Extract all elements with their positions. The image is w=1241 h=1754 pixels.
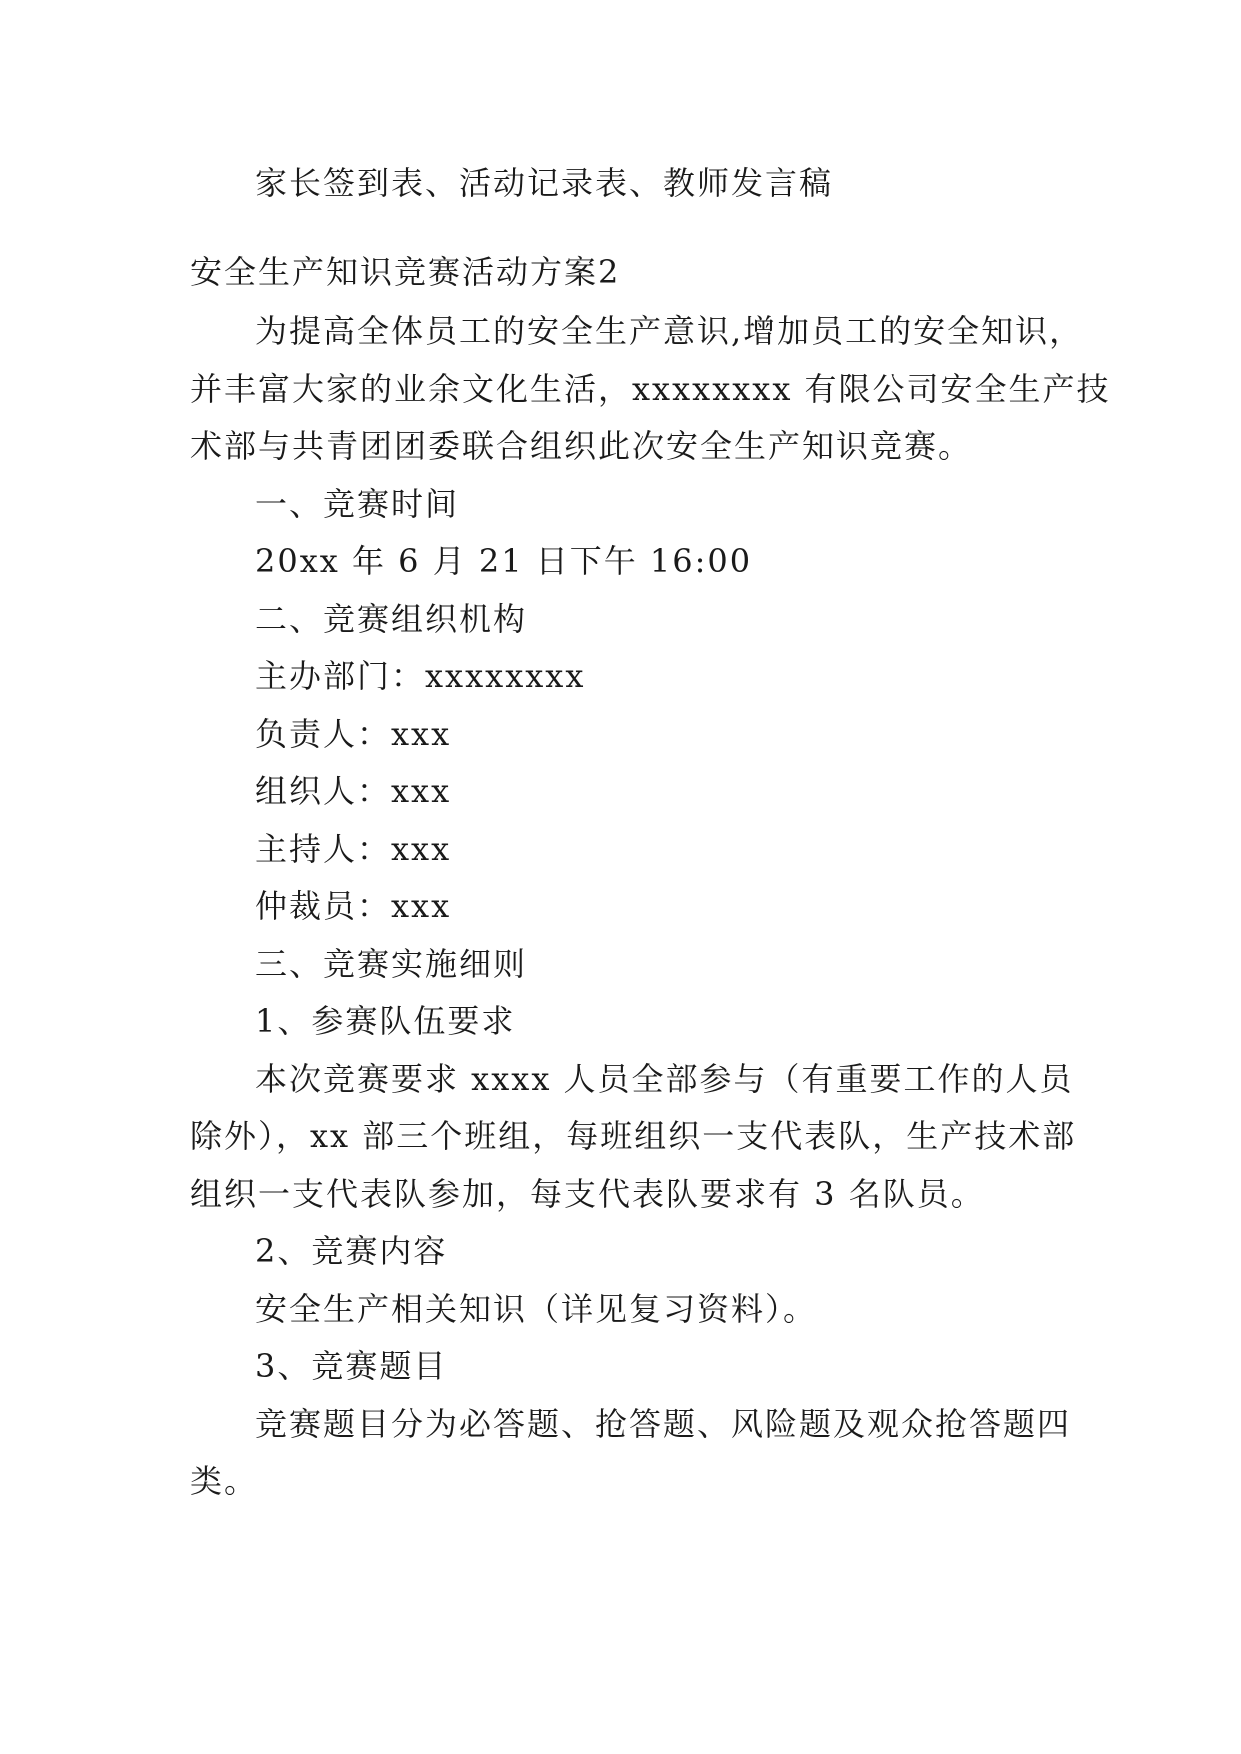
person-in-charge: 负责人：xxx	[255, 715, 452, 753]
competition-time-value: 20xx 年 6 月 21 日下午 16:00	[255, 542, 753, 580]
organizer-department: 主办部门：xxxxxxxx	[255, 657, 586, 695]
intro-paragraph-line-1: 为提高全体员工的安全生产意识,增加员工的安全知识，	[255, 312, 1084, 350]
arbitrator-person: 仲裁员：xxx	[255, 887, 452, 925]
team-paragraph-line-3: 组织一支代表队参加，每支代表队要求有 3 名队员。	[190, 1175, 985, 1213]
subheading-questions: 3、竞赛题目	[255, 1347, 448, 1385]
questions-paragraph-line-1: 竞赛题目分为必答题、抢答题、风险题及观众抢答题四	[255, 1405, 1072, 1443]
intro-paragraph-line-2: 并丰富大家的业余文化生活，xxxxxxxx 有限公司安全生产技	[190, 370, 1111, 408]
questions-paragraph-line-2: 类。	[190, 1462, 259, 1500]
team-paragraph-line-2: 除外），xx 部三个班组，每班组织一支代表队，生产技术部	[190, 1117, 1077, 1155]
team-paragraph-line-1: 本次竞赛要求 xxxx 人员全部参与（有重要工作的人员	[255, 1060, 1074, 1098]
subheading-content: 2、竞赛内容	[255, 1232, 448, 1270]
host-person: 主持人：xxx	[255, 830, 452, 868]
heading-implementation-rules: 三、竞赛实施细则	[255, 945, 528, 983]
content-paragraph: 安全生产相关知识（详见复习资料）。	[255, 1290, 818, 1328]
section-title: 安全生产知识竞赛活动方案2	[190, 253, 621, 291]
subheading-team-requirements: 1、参赛队伍要求	[255, 1002, 516, 1040]
heading-organization: 二、竞赛组织机构	[255, 600, 528, 638]
organizer-person: 组织人：xxx	[255, 772, 452, 810]
attachment-list-line: 家长签到表、活动记录表、教师发言稿	[255, 164, 834, 202]
intro-paragraph-line-3: 术部与共青团团委联合组织此次安全生产知识竞赛。	[190, 427, 973, 465]
heading-competition-time: 一、竞赛时间	[255, 485, 460, 523]
